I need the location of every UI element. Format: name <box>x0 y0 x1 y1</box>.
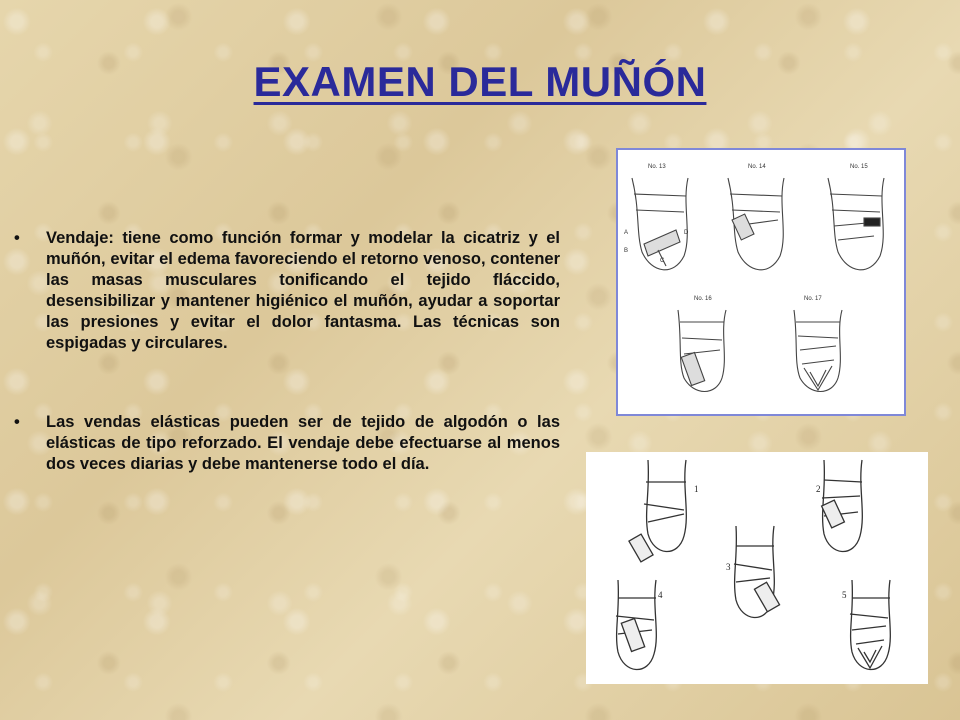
step-label-2: 2 <box>816 484 821 494</box>
bullet-marker: • <box>14 229 20 247</box>
panel-label-17: No. 17 <box>804 296 822 302</box>
slide-title: EXAMEN DEL MUÑÓN <box>253 58 707 105</box>
bullet-marker: • <box>14 413 20 431</box>
letter-d: D <box>684 230 689 236</box>
bandage-diagram-bottom <box>586 452 928 684</box>
bullet-item-vendaje <box>14 228 560 354</box>
letter-a: A <box>624 230 629 236</box>
panel-label-15: No. 15 <box>850 164 868 170</box>
step-label-1: 1 <box>694 484 699 494</box>
letter-c: C <box>660 258 665 264</box>
panel-label-14: No. 14 <box>748 164 766 170</box>
panel-label-13: No. 13 <box>648 164 666 170</box>
bandage-diagram-bottom-svg <box>586 452 928 684</box>
bullet-text: Vendaje: tiene como función formar y modelar la cicatriz y el muñón, evitar el edema favoreciendo el retorno venoso, contener las masas musculares tonificando el tejido fláccido, desensibilizar y mantener higiénico el muñón, ayudar a soportar las presiones y evitar el dolor fantasma. Las técnicas son espigadas y circulares. <box>46 229 560 352</box>
bullet-text: Las vendas elásticas pueden ser de tejido de algodón o las elásticas de tipo reforzado. El vendaje debe efectuarse al menos dos veces diarias y debe mantenerse todo el día. <box>46 413 560 473</box>
bandage-diagram-top-svg <box>618 150 904 414</box>
bandage-diagram-top <box>616 148 906 416</box>
step-label-5: 5 <box>842 590 847 600</box>
bullet-item-vendas-elasticas <box>14 412 560 475</box>
bullet-list <box>14 228 560 475</box>
step-label-3: 3 <box>726 562 731 572</box>
step-label-4: 4 <box>658 590 663 600</box>
letter-b: B <box>624 248 629 254</box>
panel-label-16: No. 16 <box>694 296 712 302</box>
